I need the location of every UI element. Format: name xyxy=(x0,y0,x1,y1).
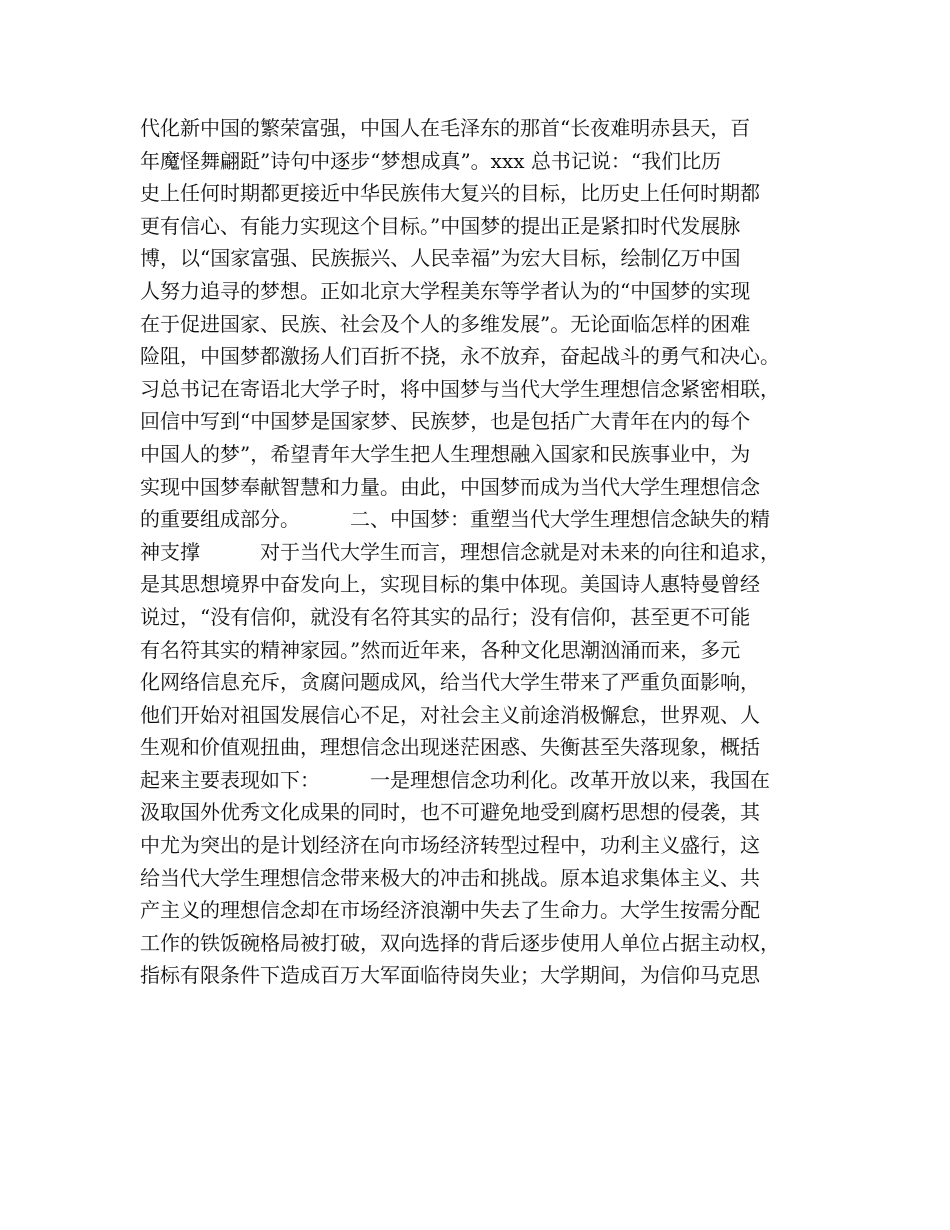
text-line: 的重要组成部分。 二、中国梦：重塑当代大学生理想信念缺失的精 xyxy=(140,507,770,532)
text-line: 更有信心、有能力实现这个目标。”中国梦的提出正是紧扣时代发展脉 xyxy=(140,213,741,238)
text-line: 习总书记在寄语北大学子时，将中国梦与当代大学生理想信念紧密相联， xyxy=(140,376,780,401)
text-line: 产主义的理想信念却在市场经济浪潮中失去了生命力。大学生按需分配 xyxy=(140,898,760,923)
text-line: 指标有限条件下造成百万大军面临待岗失业；大学期间，为信仰马克思 xyxy=(140,963,760,988)
text-line: 汲取国外优秀文化成果的同时，也不可避免地受到腐朽思想的侵袭，其 xyxy=(140,800,760,825)
text-line: 实现中国梦奉献智慧和力量。由此，中国梦而成为当代大学生理想信念 xyxy=(140,474,760,499)
text-line: 史上任何时期都更接近中华民族伟大复兴的目标，比历史上任何时期都 xyxy=(140,181,760,206)
text-line: 生观和价值观扭曲，理想信念出现迷茫困惑、失衡甚至失落现象，概括 xyxy=(140,735,760,760)
text-line: 中国人的梦”，希望青年大学生把人生理想融入国家和民族事业中，为 xyxy=(140,441,751,466)
text-line: 在于促进国家、民族、社会及个人的多维发展”。无论面临怎样的困难 xyxy=(140,311,751,336)
text-line: 险阻，中国梦都激扬人们百折不挠，永不放弃，奋起战斗的勇气和决心。 xyxy=(140,344,780,369)
text-line: 是其思想境界中奋发向上，实现目标的集中体现。美国诗人惠特曼曾经 xyxy=(140,572,760,597)
text-line: 有名符其实的精神家园。”然而近年来，各种文化思潮汹涌而来，多元 xyxy=(140,637,741,662)
text-line: 工作的铁饭碗格局被打破，双向选择的背后逐步使用人单位占据主动权， xyxy=(140,930,780,955)
text-line: 给当代大学生理想信念带来极大的冲击和挑战。原本追求集体主义、共 xyxy=(140,865,760,890)
text-line: 人努力追寻的梦想。正如北京大学程美东等学者认为的“中国梦的实现 xyxy=(140,278,751,303)
text-line: 代化新中国的繁荣富强，中国人在毛泽东的那首“长夜难明赤县天，百 xyxy=(140,116,751,140)
text-line: 他们开始对祖国发展信心不足，对社会主义前途消极懈怠，世界观、人 xyxy=(140,702,760,727)
text-line: 博，以“国家富强、民族振兴、人民幸福”为宏大目标，绘制亿万中国 xyxy=(140,246,741,271)
text-line: 说过，“没有信仰，就没有名符其实的品行；没有信仰，甚至更不可能 xyxy=(140,604,751,629)
text-line: 神支撑 对于当代大学生而言，理想信念就是对未来的向往和追求， xyxy=(140,539,780,564)
text-line: 起来主要表现如下： 一是理想信念功利化。改革开放以来，我国在 xyxy=(140,767,770,792)
text-line: 中尤为突出的是计划经济在向市场经济转型过程中，功利主义盛行，这 xyxy=(140,833,760,858)
text-line: 回信中写到“中国梦是国家梦、民族梦，也是包括广大青年在内的每个 xyxy=(140,409,751,434)
text-line: 年魔怪舞翩跹”诗句中逐步“梦想成真”。xxx 总书记说：“我们比历 xyxy=(140,148,722,173)
body-text xyxy=(140,112,820,992)
text-line: 化网络信息充斥，贪腐问题成风，给当代大学生带来了严重负面影响， xyxy=(140,670,760,695)
